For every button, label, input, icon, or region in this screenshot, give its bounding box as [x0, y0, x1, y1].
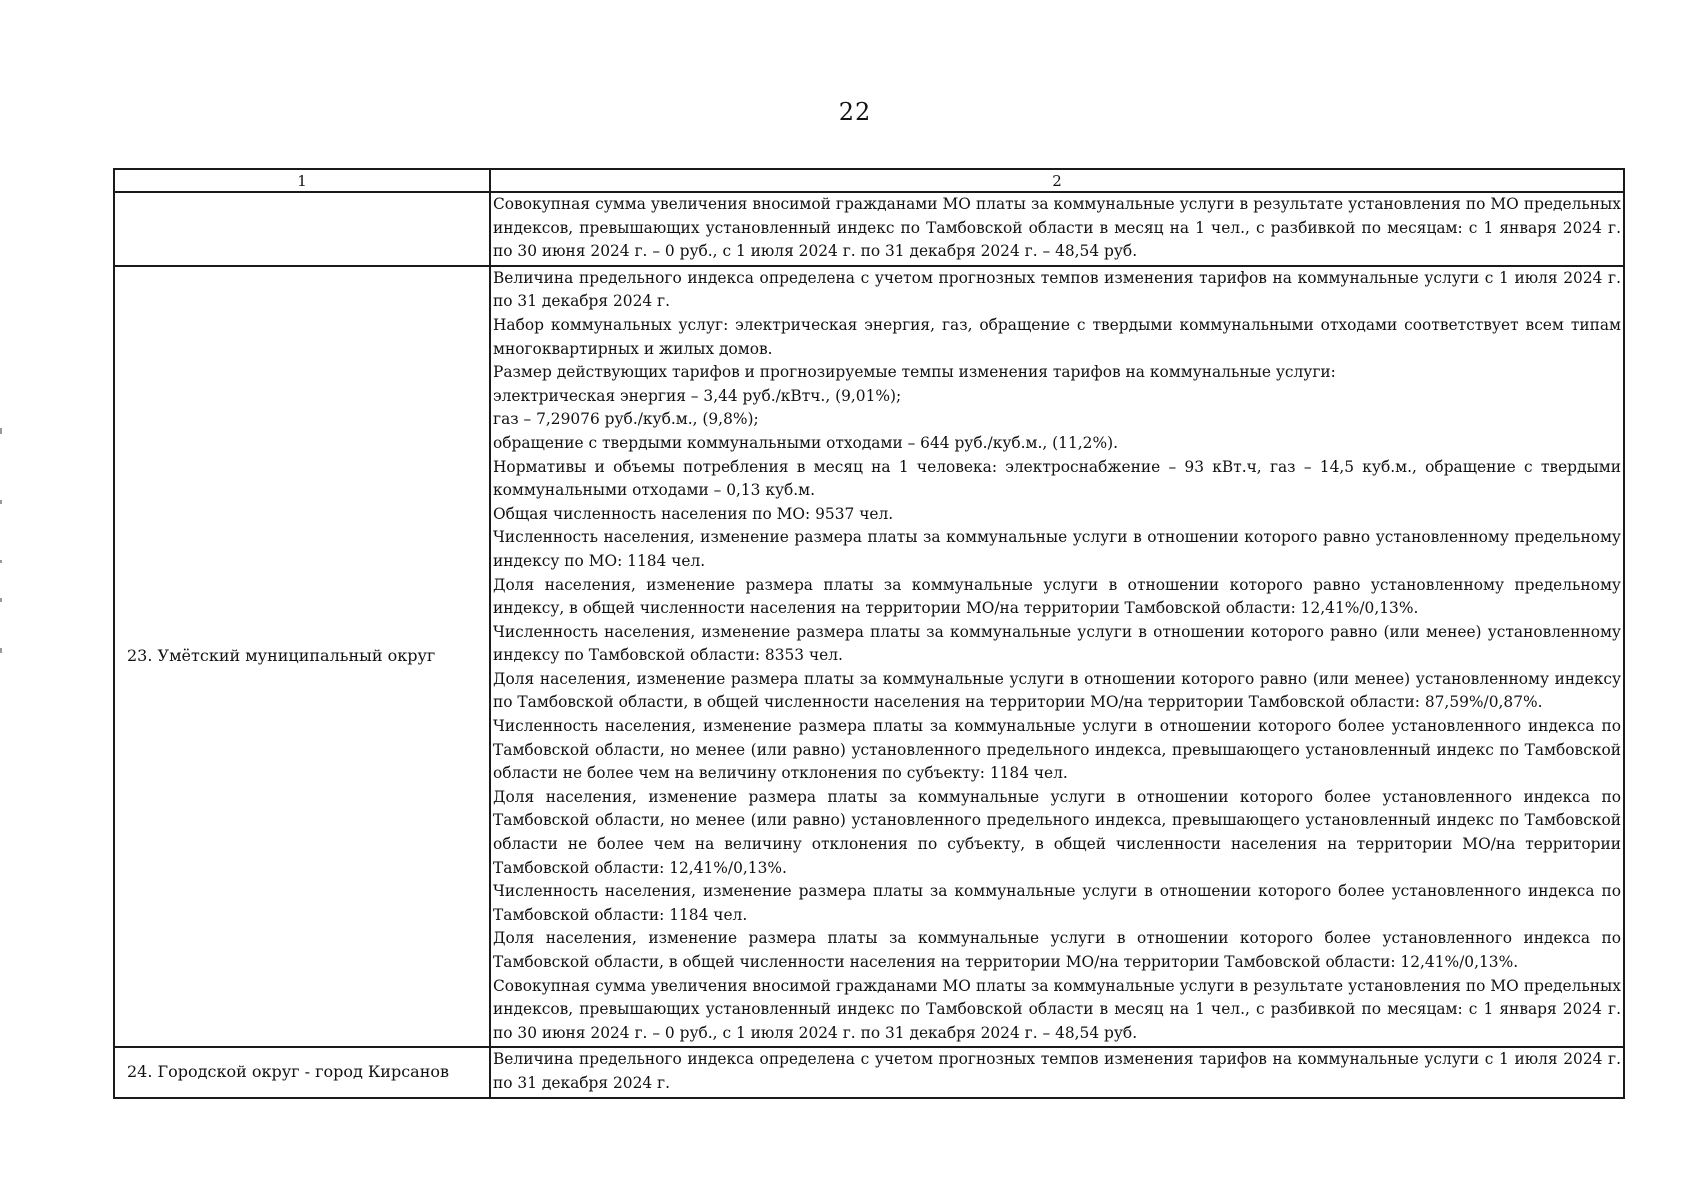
description-paragraph: Численность населения, изменение размера платы за коммунальные услуги в отношении которого равно установленному предельному индексу по МО: 1184 чел. [493, 528, 1621, 570]
description-cell [490, 1047, 1624, 1097]
scan-edge-mark [0, 560, 2, 563]
description-paragraph: Совокупная сумма увеличения вносимой гражданами МО платы за коммунальные услуги в результате установления по МО предельных индексов, превышающих установленный индекс по Тамбовской области в месяц на 1 чел., с разбивкой по месяцам: с 1 января 2024 г. по 30 июня 2024 г. – 0 руб., с 1 июля 2024 г. по 31 декабря 2024 г. – 48,54 руб. [493, 976, 1621, 1042]
scan-edge-mark [0, 598, 2, 602]
description-cell [490, 266, 1624, 1048]
column-header-1: 1 [114, 169, 490, 192]
description-paragraph: Численность населения, изменение размера платы за коммунальные услуги в отношении которого равно (или менее) установленному индексу по Тамбовской области: 8353 чел. [493, 622, 1621, 665]
description-paragraph: Общая численность населения по МО: 9537 чел. [493, 504, 894, 523]
description-paragraph: Величина предельного индекса определена с учетом прогнозных темпов изменения тарифов на коммунальные услуги с 1 июля 2024 г. по 31 декабря 2024 г. [493, 268, 1621, 311]
column-header-2: 2 [490, 169, 1624, 192]
table-header-row [114, 169, 1624, 192]
page-number: 22 [838, 98, 872, 126]
indices-table [113, 168, 1625, 1099]
table-row-umet [114, 266, 1624, 1048]
description-paragraph: Доля населения, изменение размера платы за коммунальные услуги в отношении которого более установленного индекса по Тамбовской области, в общей численности населения на территории МО/на территории Тамбовской области: 12,41%/0,13%. [493, 929, 1621, 971]
description-paragraph: Величина предельного индекса определена с учетом прогнозных темпов изменения тарифов на коммунальные услуги с 1 июля 2024 г. по 31 декабря 2024 г. [493, 1050, 1621, 1092]
description-paragraph: Доля населения, изменение размера платы за коммунальные услуги в отношении которого более установленного индекса по Тамбовской области, но менее (или равно) установленного предельного индекса, превышающего установленный индекс по Тамбовской области не более чем на величину отклонения по субъекту, в общей численности населения на территории МО/на территории Тамбовской области: 12,41%/0,13%. [493, 787, 1621, 877]
municipality-name-cell [114, 192, 490, 266]
scan-edge-mark [0, 428, 2, 434]
municipality-name-cell: 24. Городской округ - город Кирсанов [114, 1047, 490, 1097]
description-paragraph: Доля населения, изменение размера платы за коммунальные услуги в отношении которого равно (или менее) установленному индексу по Тамбовской области, в общей численности населения на территории МО/на территории Тамбовской области: 87,59%/0,87%. [493, 669, 1621, 712]
description-paragraph: Набор коммунальных услуг: электрическая энергия, газ, обращение с твердыми коммунальными отходами соответствует всем типам многоквартирных и жилых домов. [493, 315, 1621, 358]
table-row-continuation [114, 192, 1624, 266]
table-row-kirsanov [114, 1047, 1624, 1097]
scan-edge-mark [0, 500, 2, 504]
description-paragraph: Численность населения, изменение размера платы за коммунальные услуги в отношении которого более установленного индекса по Тамбовской области: 1184 чел. [493, 882, 1621, 924]
description-cell [490, 192, 1624, 266]
description-paragraph: обращение с твердыми коммунальными отходами – 644 руб./куб.м., (11,2%). [493, 433, 1118, 452]
description-paragraph: Нормативы и объемы потребления в месяц на 1 человека: электроснабжение – 93 кВт.ч, газ – 14,5 куб.м., обращение с твердыми коммунальными отходами – 0,13 куб.м. [493, 457, 1621, 500]
description-paragraph: Доля населения, изменение размера платы за коммунальные услуги в отношении которого равно установленному предельному индексу, в общей численности населения на территории МО/на территории Тамбовской области: 12,41%/0,13%. [493, 575, 1621, 618]
description-paragraph: Численность населения, изменение размера платы за коммунальные услуги в отношении которого более установленного индекса по Тамбовской области, но менее (или равно) установленного предельного индекса, превышающего установленный индекс по Тамбовской области не более чем на величину отклонения по субъекту: 1184 чел. [493, 717, 1621, 783]
description-paragraph: Размер действующих тарифов и прогнозируемые темпы изменения тарифов на коммунальные услуги: [493, 363, 1336, 382]
description-paragraph: Совокупная сумма увеличения вносимой гражданами МО платы за коммунальные услуги в результате установления по МО предельных индексов, превышающих установленный индекс по Тамбовской области в месяц на 1 чел., с разбивкой по месяцам: с 1 января 2024 г. по 30 июня 2024 г. – 0 руб., с 1 июля 2024 г. по 31 декабря 2024 г. – 48,54 руб. [493, 195, 1621, 261]
scan-edge-mark [0, 648, 2, 653]
description-paragraph: электрическая энергия – 3,44 руб./кВтч., (9,01%); [493, 386, 902, 405]
municipality-name-cell: 23. Умётский муниципальный округ [114, 266, 490, 1048]
description-paragraph: газ – 7,29076 руб./куб.м., (9,8%); [493, 410, 759, 429]
